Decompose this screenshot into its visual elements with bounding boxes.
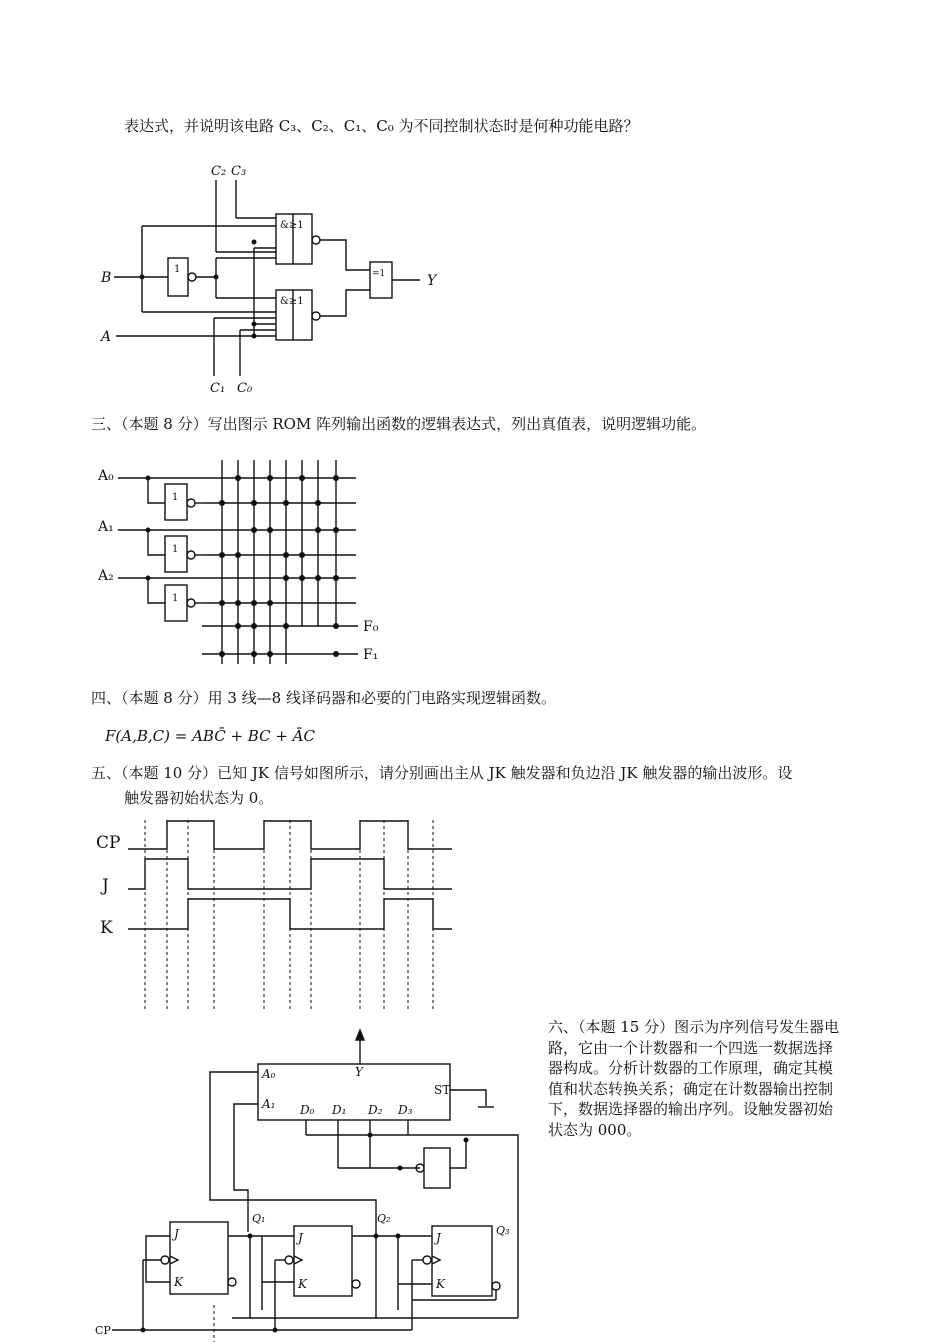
q4-formula: F(A,B,C) = ABC̄ + BC + ĀC xyxy=(105,727,315,745)
sequence-generator-circuit xyxy=(0,1025,540,1344)
f0-label: F₀ xyxy=(363,619,379,635)
svg-text:Y: Y xyxy=(355,1065,363,1079)
not-gate-symbol: 1 xyxy=(174,264,181,275)
svg-text:J: J xyxy=(298,1231,303,1245)
q2-circuit-diagram xyxy=(0,150,470,400)
svg-text:ST: ST xyxy=(434,1083,451,1097)
f1-label: F₁ xyxy=(363,647,379,663)
a-label: A xyxy=(101,329,112,345)
q6-line-6: 状态为 000。 xyxy=(548,1120,642,1139)
q5-title-line1: 五、（本题 10 分）已知 JK 信号如图所示，请分别画出主从 JK 触发器和负边沿 JK 触发器的输出波形。设 xyxy=(91,764,793,782)
jk-waveform-diagram xyxy=(0,815,470,1015)
rom-array-diagram xyxy=(0,455,400,670)
cp-label: CP xyxy=(96,833,121,853)
svg-text:D₂: D₂ xyxy=(368,1103,383,1117)
q6-line-1: 六、（本题 15 分）图示为序列信号发生器电 xyxy=(548,1018,840,1036)
svg-text:D₁: D₁ xyxy=(332,1103,347,1117)
c0-label: C₀ xyxy=(237,381,253,396)
b-label: B xyxy=(101,270,112,286)
lower-gate-symbol: &≥1 xyxy=(280,296,304,307)
y-label: Y xyxy=(427,273,437,289)
svg-text:D₃: D₃ xyxy=(398,1103,413,1117)
svg-text:Q₁: Q₁ xyxy=(252,1212,266,1225)
mux-inverter xyxy=(424,1148,450,1188)
q6-line-4: 值和状态转换关系；确定在计数器输出控制 xyxy=(548,1079,834,1098)
svg-text:K: K xyxy=(174,1275,183,1289)
svg-text:Q₃: Q₃ xyxy=(496,1224,510,1237)
svg-text:A₀: A₀ xyxy=(262,1067,276,1081)
a0-label: A₀ xyxy=(98,468,114,484)
q3-title: 三、（本题 8 分）写出图示 ROM 阵列输出函数的逻辑表达式，列出真值表，说明逻辑功能。 xyxy=(91,415,707,433)
svg-text:J: J xyxy=(174,1227,179,1241)
c3-label: C₃ xyxy=(231,164,247,179)
q2-intro-text: 表达式，并说明该电路 C₃、C₂、C₁、C₀ 为不同控制状态时是何种功能电路？ xyxy=(124,117,639,135)
xor-gate-symbol: =1 xyxy=(372,269,386,279)
svg-text:1: 1 xyxy=(172,492,179,503)
svg-text:K: K xyxy=(298,1277,307,1291)
q6-line-2: 路，它由一个计数器和一个四选一数据选择 xyxy=(548,1038,834,1057)
svg-text:Q₂: Q₂ xyxy=(377,1212,391,1225)
upper-gate-symbol: &≥1 xyxy=(280,220,304,231)
cp-clock-label: CP xyxy=(95,1324,111,1337)
a2-label: A₂ xyxy=(98,568,114,584)
q6-line-5: 下，数据选择器的输出序列。设触发器初始 xyxy=(548,1100,834,1118)
mux-4to1 xyxy=(258,1064,450,1120)
c1-label: C₁ xyxy=(210,381,226,396)
a1-label: A₁ xyxy=(98,519,114,535)
svg-text:1: 1 xyxy=(172,544,179,555)
svg-text:K: K xyxy=(436,1277,445,1291)
svg-text:1: 1 xyxy=(172,593,179,604)
q5-title-line2: 触发器初始状态为 0。 xyxy=(124,789,274,807)
k-label: K xyxy=(100,918,113,938)
svg-text:D₀: D₀ xyxy=(300,1103,315,1117)
k-waveform xyxy=(128,899,452,929)
q4-title: 四、（本题 8 分）用 3 线—8 线译码器和必要的门电路实现逻辑函数。 xyxy=(91,689,556,707)
svg-text:A₁: A₁ xyxy=(262,1097,276,1111)
q6-text-block xyxy=(548,1017,839,1140)
svg-text:J: J xyxy=(436,1231,441,1245)
xor-gate xyxy=(370,262,392,298)
j-label: J xyxy=(102,876,109,896)
q6-line-3: 器构成。分析计数器的工作原理，确定其模 xyxy=(548,1059,834,1077)
c2-label: C₂ xyxy=(211,164,227,179)
